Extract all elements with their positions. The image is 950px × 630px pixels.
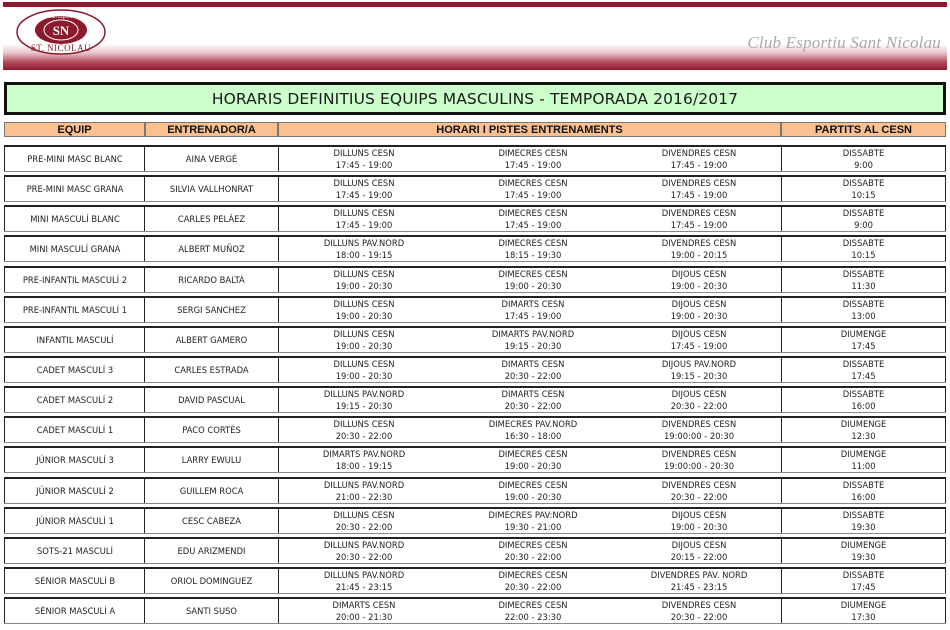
team-name: PRE-MINI MASC BLANC (27, 154, 123, 164)
training-slot-2 (448, 418, 618, 442)
training-time: 20:30 - 22:00 (335, 431, 393, 441)
training-day: DILLUNS PAV.NORD (323, 238, 405, 248)
team-name: CADET MASCULÍ 1 (36, 425, 114, 435)
match-time: 16:00 (851, 401, 876, 411)
training-day: DIJOUS CESN (671, 510, 727, 520)
training-slot-2 (448, 358, 618, 382)
training-slot-3 (618, 358, 780, 382)
coach-name: RICARDO BALTÀ (178, 275, 245, 285)
training-time: 18:00 - 19:15 (335, 250, 393, 260)
training-day: DILLUNS PAV.NORD (323, 389, 405, 399)
club-name: Club Esportiu Sant Nicolau (747, 33, 941, 52)
training-time: 17:45 - 19:00 (335, 190, 393, 200)
team-name: PRE-MINI MASC GRANA (26, 184, 124, 194)
match-time: 10:15 (851, 190, 876, 200)
coach-cell (144, 418, 278, 442)
training-time: 17:45 - 19:00 (504, 311, 562, 321)
training-time: 19:00 - 20:30 (335, 281, 393, 291)
training-time: 20:30 - 22:00 (335, 552, 393, 562)
training-day: DILLUNS CESN (333, 269, 395, 279)
match-time: 12:30 (851, 431, 876, 441)
match-time: 17:45 (851, 582, 876, 592)
training-day: DIMARTS PAV.NORD (322, 449, 406, 459)
training-time: 19:15 - 20:30 (670, 371, 728, 381)
coach-cell (144, 569, 278, 593)
training-time: 19:00 - 20:30 (504, 492, 562, 502)
match-time: 9:00 (854, 160, 873, 170)
training-slot-1 (278, 418, 449, 442)
match-time: 11:00 (851, 461, 876, 471)
coach-name: LARRY EWULU (181, 455, 242, 465)
training-time: 20:30 - 22:00 (670, 401, 728, 411)
training-time: 17:45 - 19:00 (335, 160, 393, 170)
svg-text:SN: SN (52, 23, 70, 38)
team-cell (4, 388, 145, 412)
match-slot (781, 328, 946, 352)
training-slot-1 (278, 328, 449, 352)
table-row (4, 386, 946, 413)
training-slot-1 (278, 237, 449, 261)
club-logo-icon (15, 8, 107, 56)
training-day: DIMECRES CESN (498, 208, 568, 218)
training-time: 19:00:00 - 20:30 (663, 431, 735, 441)
training-slot-3 (618, 237, 780, 261)
training-day: DIVENDRES CESN (661, 238, 737, 248)
training-slot-3 (618, 539, 780, 563)
match-slot (781, 298, 946, 322)
match-slot (781, 448, 946, 472)
match-day: DISSABTE (842, 178, 885, 188)
training-day: DIMARTS CESN (501, 359, 565, 369)
match-day: DISSABTE (842, 389, 885, 399)
match-day: DIUMENGE (840, 449, 887, 459)
team-name: MINI MASCULÍ BLANC (30, 214, 120, 224)
training-day: DILLUNS PAV.NORD (323, 570, 405, 580)
training-day: DIMECRES PAV:NORD (488, 510, 578, 520)
training-day: DIMECRES CESN (498, 540, 568, 550)
match-day: DISSABTE (842, 269, 885, 279)
training-time: 21:45 - 23:15 (670, 582, 728, 592)
match-slot (781, 147, 946, 171)
team-name: PRE-INFANTIL MASCULÍ 2 (22, 275, 128, 285)
training-time: 17:45 - 19:00 (335, 220, 393, 230)
training-day: DIMECRES CESN (498, 449, 568, 459)
training-slot-3 (618, 268, 780, 292)
training-slot-2 (448, 147, 618, 171)
team-name: SÈNIOR MASCULÍ B (34, 576, 116, 586)
team-name: CADET MASCULÍ 2 (36, 395, 114, 405)
match-slot (781, 599, 946, 623)
training-day: DIMECRES CESN (498, 178, 568, 188)
training-slot-1 (278, 147, 449, 171)
training-day: DILLUNS CESN (333, 359, 395, 369)
training-time: 17:45 - 19:00 (670, 220, 728, 230)
table-row (4, 507, 946, 534)
training-day: DILLUNS CESN (333, 329, 395, 339)
training-slot-1 (278, 298, 449, 322)
coach-name: PACO CORTÉS (182, 425, 241, 435)
column-header-equip: EQUIP (4, 122, 145, 137)
match-slot (781, 479, 946, 503)
coach-cell (144, 479, 278, 503)
training-day: DIMECRES CESN (498, 269, 568, 279)
banner-top-line (3, 2, 947, 7)
team-cell (4, 448, 145, 472)
training-slot-2 (448, 388, 618, 412)
training-day: DILLUNS CESN (333, 148, 395, 158)
training-day: DIJOUS CESN (671, 540, 727, 550)
team-cell (4, 298, 145, 322)
team-cell (4, 599, 145, 623)
training-slot-1 (278, 388, 449, 412)
team-name: JÚNIOR MASCULÍ 3 (36, 455, 114, 465)
table-row (4, 296, 946, 323)
match-slot (781, 177, 946, 201)
table-row (4, 537, 946, 564)
coach-name: ALBERT GAMERO (175, 335, 248, 345)
match-time: 16:00 (851, 492, 876, 502)
table-row (4, 356, 946, 383)
training-slot-1 (278, 599, 449, 623)
match-slot (781, 207, 946, 231)
team-cell (4, 207, 145, 231)
training-time: 21:00 - 22:30 (335, 492, 393, 502)
match-time: 9:00 (854, 220, 873, 230)
training-day: DIVENDRES CESN (661, 480, 737, 490)
training-slot-2 (448, 599, 618, 623)
training-time: 19:00 - 20:30 (504, 281, 562, 291)
training-slot-2 (448, 328, 618, 352)
coach-cell (144, 298, 278, 322)
training-time: 22:00 - 23:30 (504, 612, 562, 622)
training-day: DIVENDRES CESN (661, 419, 737, 429)
training-day: DIVENDRES PAV. NORD (650, 570, 748, 580)
coach-name: GUILLEM ROCA (179, 486, 244, 496)
training-time: 20:30 - 22:00 (335, 522, 393, 532)
training-day: DIMECRES CESN (498, 148, 568, 158)
training-time: 16:30 - 18:00 (504, 431, 562, 441)
page-title-box (4, 82, 946, 115)
training-slot-1 (278, 358, 449, 382)
training-day: DIMECRES CESN (498, 570, 568, 580)
coach-cell (144, 509, 278, 533)
table-row (4, 446, 946, 473)
coach-name: DAVID PASCUAL (178, 395, 245, 405)
team-cell (4, 418, 145, 442)
match-day: DIUMENGE (840, 600, 887, 610)
coach-cell (144, 237, 278, 261)
match-time: 19:30 (851, 522, 876, 532)
match-slot (781, 358, 946, 382)
table-row (4, 266, 946, 293)
match-day: DISSABTE (842, 148, 885, 158)
team-name: JÚNIOR MASCULÍ 1 (36, 516, 114, 526)
training-slot-2 (448, 268, 618, 292)
training-slot-1 (278, 177, 449, 201)
column-header-partits: PARTITS AL CESN (781, 122, 946, 137)
training-time: 19:00 - 20:30 (670, 281, 728, 291)
table-row (4, 597, 946, 624)
training-time: 20:30 - 22:00 (504, 582, 562, 592)
training-slot-3 (618, 177, 780, 201)
match-day: DISSABTE (842, 208, 885, 218)
match-time: 17:45 (851, 341, 876, 351)
match-time: 10:15 (851, 250, 876, 260)
team-name: JÚNIOR MASCULÍ 2 (36, 486, 114, 496)
match-time: 13:00 (851, 311, 876, 321)
table-row (4, 235, 946, 262)
training-day: DILLUNS PAV.NORD (323, 540, 405, 550)
training-day: DIMECRES CESN (498, 600, 568, 610)
training-day: DILLUNS PAV.NORD (323, 480, 405, 490)
match-day: DIUMENGE (840, 419, 887, 429)
match-slot (781, 539, 946, 563)
match-day: DISSABTE (842, 480, 885, 490)
team-cell (4, 539, 145, 563)
training-day: DIVENDRES CESN (661, 449, 737, 459)
match-time: 11:30 (851, 281, 876, 291)
match-day: DISSABTE (842, 238, 885, 248)
coach-name: ORIOL DOMINGUEZ (170, 576, 253, 586)
training-slot-3 (618, 479, 780, 503)
training-slot-2 (448, 509, 618, 533)
training-time: 17:45 - 19:00 (670, 341, 728, 351)
training-day: DIMARTS CESN (501, 299, 565, 309)
training-slot-1 (278, 448, 449, 472)
training-slot-1 (278, 268, 449, 292)
match-day: DISSABTE (842, 359, 885, 369)
match-time: 17:45 (851, 371, 876, 381)
training-slot-2 (448, 237, 618, 261)
coach-cell (144, 147, 278, 171)
training-time: 20:15 - 22:00 (670, 552, 728, 562)
training-day: DIVENDRES CESN (661, 148, 737, 158)
training-time: 19:00 - 20:30 (335, 371, 393, 381)
training-time: 17:45 - 19:00 (504, 160, 562, 170)
training-time: 20:30 - 22:00 (504, 371, 562, 381)
training-day: DILLUNS CESN (333, 299, 395, 309)
team-name: SOTS-21 MASCULÍ (36, 546, 114, 556)
coach-name: SANTI SUSO (185, 606, 238, 616)
team-cell (4, 177, 145, 201)
table-row (4, 326, 946, 353)
match-slot (781, 569, 946, 593)
training-slot-1 (278, 479, 449, 503)
training-slot-3 (618, 448, 780, 472)
training-slot-1 (278, 207, 449, 231)
coach-cell (144, 539, 278, 563)
training-slot-2 (448, 448, 618, 472)
training-time: 20:30 - 22:00 (670, 612, 728, 622)
team-name: SÈNIOR MASCULÍ A (34, 606, 116, 616)
training-time: 19:00 - 20:30 (670, 311, 728, 321)
training-time: 20:30 - 22:00 (504, 552, 562, 562)
table-row (4, 477, 946, 504)
training-time: 19:30 - 21:00 (504, 522, 562, 532)
training-slot-2 (448, 539, 618, 563)
coach-cell (144, 328, 278, 352)
training-slot-2 (448, 569, 618, 593)
coach-cell (144, 448, 278, 472)
team-cell (4, 328, 145, 352)
training-slot-3 (618, 147, 780, 171)
coach-cell (144, 388, 278, 412)
coach-name: SILVIA VALLHONRAT (169, 184, 254, 194)
team-cell (4, 237, 145, 261)
training-slot-2 (448, 298, 618, 322)
training-time: 18:00 - 19:15 (335, 461, 393, 471)
training-day: DIJOUS CESN (671, 269, 727, 279)
team-cell (4, 268, 145, 292)
training-day: DIVENDRES CESN (661, 600, 737, 610)
table-row (4, 567, 946, 594)
coach-name: SERGI SANCHEZ (177, 305, 246, 315)
training-day: DIJOUS CESN (671, 329, 727, 339)
training-day: DIMECRES PAV.NORD (488, 419, 578, 429)
table-row (4, 416, 946, 443)
training-slot-3 (618, 569, 780, 593)
club-banner (3, 0, 947, 72)
training-time: 17:45 - 19:00 (670, 160, 728, 170)
team-cell (4, 358, 145, 382)
match-slot (781, 418, 946, 442)
training-day: DILLUNS CESN (333, 510, 395, 520)
svg-text:Club Esportiu: Club Esportiu (47, 15, 75, 20)
match-time: 19:30 (851, 552, 876, 562)
training-time: 17:45 - 19:00 (504, 220, 562, 230)
team-name: INFANTIL MASCULÍ (36, 335, 114, 345)
training-day: DILLUNS CESN (333, 419, 395, 429)
match-slot (781, 268, 946, 292)
coach-cell (144, 207, 278, 231)
training-day: DIMECRES CESN (498, 480, 568, 490)
coach-name: CARLES ESTRADA (174, 365, 249, 375)
training-time: 17:45 - 19:00 (504, 190, 562, 200)
training-slot-1 (278, 539, 449, 563)
training-slot-3 (618, 418, 780, 442)
training-time: 19:00 - 20:30 (335, 341, 393, 351)
match-day: DISSABTE (842, 570, 885, 580)
page-title: HORARIS DEFINITIUS EQUIPS MASCULINS - TEMPORADA 2016/2017 (211, 89, 739, 108)
training-time: 20:00 - 21:30 (335, 612, 393, 622)
svg-text:ST. NICOLAU: ST. NICOLAU (30, 43, 92, 53)
training-time: 19:00:00 - 20:30 (663, 461, 735, 471)
match-day: DIUMENGE (840, 329, 887, 339)
coach-cell (144, 358, 278, 382)
training-day: DIVENDRES CESN (661, 178, 737, 188)
training-time: 19:15 - 20:30 (504, 341, 562, 351)
training-slot-1 (278, 509, 449, 533)
table-row (4, 145, 946, 172)
training-day: DIMARTS CESN (501, 389, 565, 399)
table-row (4, 205, 946, 232)
team-cell (4, 509, 145, 533)
training-slot-3 (618, 509, 780, 533)
training-day: DIJOUS PAV.NORD (661, 359, 737, 369)
training-time: 20:30 - 22:00 (504, 401, 562, 411)
team-cell (4, 479, 145, 503)
training-day: DIMARTS CESN (332, 600, 396, 610)
training-day: DIJOUS CESN (671, 299, 727, 309)
training-time: 21:45 - 23:15 (335, 582, 393, 592)
coach-name: CESC CABEZA (181, 516, 242, 526)
coach-name: AINA VERGÉ (185, 154, 238, 164)
training-slot-3 (618, 298, 780, 322)
training-day: DILLUNS CESN (333, 208, 395, 218)
match-slot (781, 509, 946, 533)
training-slot-3 (618, 599, 780, 623)
training-day: DIMARTS PAV.NORD (491, 329, 575, 339)
match-day: DISSABTE (842, 510, 885, 520)
coach-cell (144, 177, 278, 201)
training-slot-3 (618, 388, 780, 412)
coach-name: EDU ARIZMENDI (177, 546, 246, 556)
training-slot-1 (278, 569, 449, 593)
training-time: 19:00 - 20:30 (335, 311, 393, 321)
training-time: 20:30 - 22:00 (670, 492, 728, 502)
training-time: 19:00 - 20:30 (504, 461, 562, 471)
match-time: 17:30 (851, 612, 876, 622)
match-day: DISSABTE (842, 299, 885, 309)
coach-name: CARLES PELÁEZ (177, 214, 246, 224)
team-cell (4, 569, 145, 593)
coach-name: ALBERT MUÑOZ (178, 244, 245, 254)
team-name: CADET MASCULÍ 3 (36, 365, 114, 375)
training-time: 19:00 - 20:15 (670, 250, 728, 260)
match-slot (781, 237, 946, 261)
training-slot-2 (448, 207, 618, 231)
column-header-entrenador: ENTRENADOR/A (145, 122, 278, 137)
column-header-horari: HORARI I PISTES ENTRENAMENTS (278, 122, 781, 137)
training-slot-2 (448, 479, 618, 503)
match-slot (781, 388, 946, 412)
training-time: 19:15 - 20:30 (335, 401, 393, 411)
coach-cell (144, 268, 278, 292)
match-day: DIUMENGE (840, 540, 887, 550)
training-day: DILLUNS CESN (333, 178, 395, 188)
training-slot-3 (618, 328, 780, 352)
team-name: MINI MASCULÍ GRANA (29, 244, 121, 254)
team-cell (4, 147, 145, 171)
coach-cell (144, 599, 278, 623)
team-name: PRE-INFANTIL MASCULÍ 1 (22, 305, 128, 315)
training-time: 19:00 - 20:30 (670, 522, 728, 532)
training-slot-2 (448, 177, 618, 201)
training-slot-3 (618, 207, 780, 231)
table-row (4, 175, 946, 202)
training-time: 18:15 - 19:30 (504, 250, 562, 260)
training-time: 17:45 - 19:00 (670, 190, 728, 200)
training-day: DIMECRES CESN (498, 238, 568, 248)
training-day: DIVENDRES CESN (661, 208, 737, 218)
training-day: DIJOUS CESN (671, 389, 727, 399)
